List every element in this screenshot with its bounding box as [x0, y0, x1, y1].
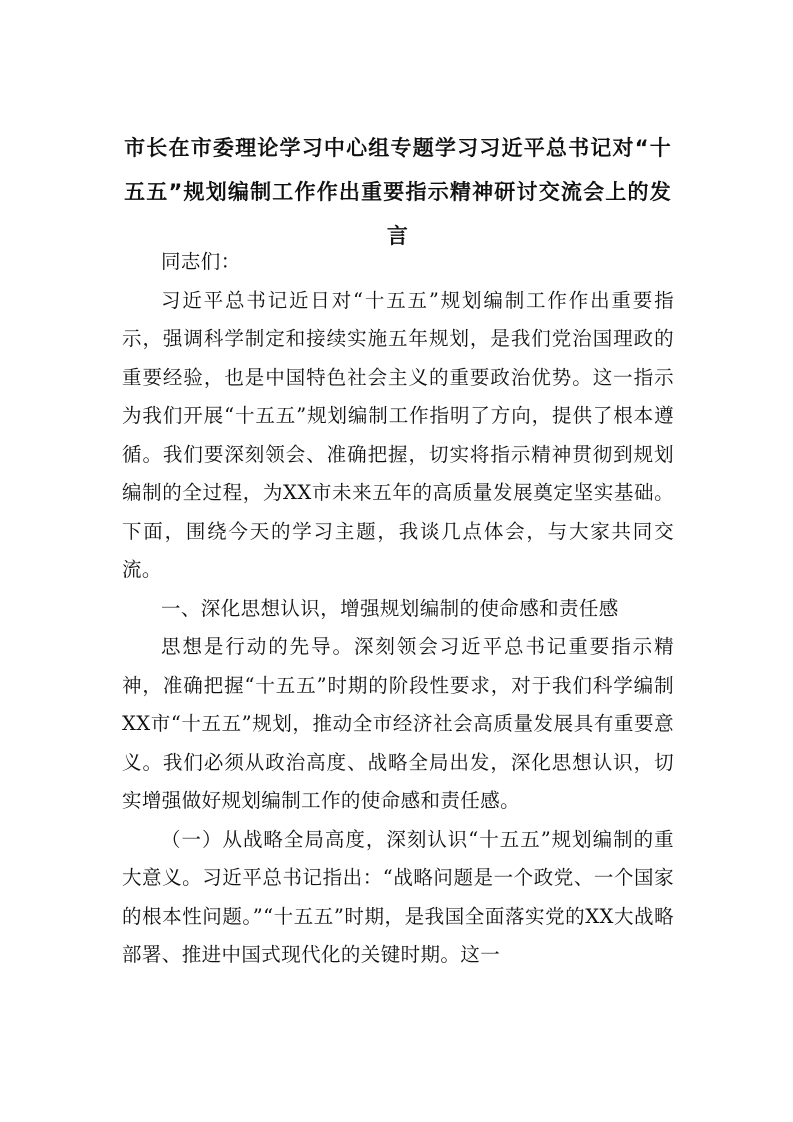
intro-paragraph: 习近平总书记近日对“十五五”规划编制工作作出重要指示，强调科学制定和接续实施五年规划，是我们党治国理政的重要经验，也是中国特色社会主义的重要政治优势。这一指示为我们开展“十五五”规划编制工作指明了方向，提供了根本遵循。我们要深刻领会、准确把握，切实将指示精神贯彻到规划编制的全过程，为XX市未来五年的高质量发展奠定坚实基础。下面，围绕今天的学习主题，我谈几点体会，与大家共同交流。: [122, 288, 674, 581]
section-heading-1: 一、深化思想认识，增强规划编制的使命感和责任感: [161, 596, 619, 620]
document-title: 市长在市委理论学习中心组专题学习习近平总书记对“十五五”规划编制工作作出重要指示精神研讨交流会上的发言: [124, 136, 672, 248]
salutation: 同志们：: [161, 250, 241, 273]
subsection-1-paragraph: （一）从战略全局高度，深刻认识“十五五”规划编制的重大意义。习近平总书记指出：“战略问题是一个政党、一个国家的根本性问题。”“十五五”时期，是我国全面落实党的XX大战略部署、推进中国式现代化的关键时期。这一: [122, 827, 674, 966]
section-1-paragraph: 思想是行动的先导。深刻领会习近平总书记重要指示精神，准确把握“十五五”时期的阶段性要求，对于我们科学编制XX市“十五五”规划，推动全市经济社会高质量发展具有重要意义。我们必须从政治高度、战略全局出发，深化思想认识，切实增强做好规划编制工作的使命感和责任感。: [122, 635, 674, 812]
document-body: [122, 243, 674, 975]
